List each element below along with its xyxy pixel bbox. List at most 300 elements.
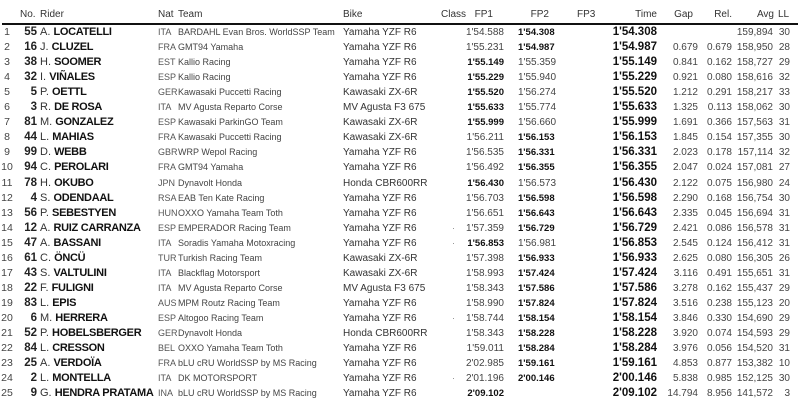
lap-marker: · bbox=[452, 222, 455, 233]
rider-number: 6 bbox=[30, 311, 37, 324]
nationality: BEL bbox=[158, 343, 176, 354]
fp2-time: 1'57.824 bbox=[518, 297, 555, 309]
table-row bbox=[0, 130, 800, 145]
lap-marker: · bbox=[452, 373, 455, 384]
team: EAB Ten Kate Racing bbox=[178, 192, 265, 203]
team: Kallio Racing bbox=[178, 57, 231, 68]
rider-initial: M. bbox=[40, 311, 53, 324]
position: 21 bbox=[1, 327, 13, 339]
relative-gap: 0.366 bbox=[706, 117, 732, 129]
fp2-time: 1'54.987 bbox=[518, 42, 555, 54]
rider-surname: LOCATELLI bbox=[53, 26, 112, 38]
fp2-time: 1'56.355 bbox=[518, 162, 555, 174]
rider-name bbox=[40, 296, 76, 311]
position: 15 bbox=[1, 236, 13, 249]
rider-initial: A. bbox=[40, 26, 51, 38]
nationality: RSA bbox=[158, 192, 177, 203]
position: 12 bbox=[1, 191, 13, 204]
gap: 2.545 bbox=[672, 237, 698, 249]
table-row bbox=[0, 221, 800, 236]
rider-name bbox=[40, 70, 95, 85]
rider-name bbox=[40, 341, 105, 356]
table-row bbox=[0, 85, 800, 100]
bike: Yamaha YZF R6 bbox=[343, 192, 417, 204]
rider-surname: WEBB bbox=[54, 146, 87, 159]
rider-surname: DE ROSA bbox=[54, 101, 103, 114]
average-speed: 157,355 bbox=[736, 132, 773, 144]
relative-gap: 0.080 bbox=[706, 72, 732, 84]
laps: 29 bbox=[778, 328, 790, 339]
rider-number: 52 bbox=[24, 327, 37, 339]
position: 25 bbox=[1, 387, 13, 400]
average-speed: 158,727 bbox=[736, 57, 773, 69]
average-speed: 154,593 bbox=[736, 328, 773, 339]
best-time: 2'00.146 bbox=[612, 372, 657, 385]
rider-number: 99 bbox=[24, 146, 37, 159]
position: 17 bbox=[1, 266, 13, 279]
gap: 2.290 bbox=[672, 192, 698, 204]
rider-surname: ÖNCÜ bbox=[54, 251, 86, 264]
rider-name bbox=[40, 371, 111, 386]
rider-name bbox=[40, 130, 94, 145]
fp2-time: 1'54.308 bbox=[518, 27, 555, 38]
fp1-time: 1'56.853 bbox=[467, 237, 504, 249]
bike: Yamaha YZF R6 bbox=[343, 297, 417, 309]
laps: 27 bbox=[778, 162, 790, 174]
fp1-time: 2'09.102 bbox=[467, 388, 504, 400]
best-time: 1'58.228 bbox=[612, 327, 657, 339]
rider-initial: F. bbox=[40, 281, 49, 294]
fp2-time: 1'57.586 bbox=[518, 282, 555, 294]
best-time: 1'57.824 bbox=[612, 296, 657, 309]
rider-surname: VALTULINI bbox=[53, 266, 107, 279]
laps: 32 bbox=[778, 72, 790, 84]
laps: 20 bbox=[778, 297, 790, 309]
laps: 31 bbox=[778, 267, 790, 279]
rider-number: 4 bbox=[30, 191, 37, 204]
rider-surname: HERRERA bbox=[55, 311, 108, 324]
fp1-time: 1'55.149 bbox=[467, 57, 504, 69]
rider-name bbox=[40, 100, 102, 115]
rider-number: 61 bbox=[24, 251, 37, 264]
best-time: 1'55.520 bbox=[612, 86, 657, 99]
gap: 2.335 bbox=[672, 207, 698, 219]
rider-number: 12 bbox=[24, 221, 37, 234]
rider-number: 9 bbox=[30, 387, 37, 400]
relative-gap: 0.162 bbox=[706, 57, 732, 69]
rider-initial: H. bbox=[40, 56, 51, 69]
average-speed: 156,694 bbox=[736, 207, 773, 219]
fp2-time: 1'58.228 bbox=[518, 328, 555, 339]
header-rel: Rel. bbox=[714, 9, 732, 20]
average-speed: 157,563 bbox=[736, 117, 773, 129]
rider-name bbox=[40, 25, 112, 40]
nationality: ESP bbox=[158, 72, 177, 83]
nationality: ITA bbox=[158, 267, 172, 278]
rider-number: 94 bbox=[24, 161, 37, 174]
best-time: 1'55.229 bbox=[612, 71, 657, 84]
bike: Kawasaki ZX-6R bbox=[343, 252, 418, 264]
rider-surname: MONTELLA bbox=[52, 372, 111, 385]
nationality: EST bbox=[158, 57, 176, 68]
gap: 3.116 bbox=[673, 267, 698, 279]
table-row bbox=[0, 266, 800, 281]
fp1-time: 1'55.520 bbox=[467, 87, 504, 99]
table-row bbox=[0, 145, 800, 160]
bike: MV Agusta F3 675 bbox=[343, 102, 426, 114]
table-row bbox=[0, 326, 800, 341]
position: 2 bbox=[4, 41, 10, 54]
fp2-time: 1'56.153 bbox=[518, 132, 555, 144]
fp2-time: 1'59.161 bbox=[518, 358, 555, 370]
rider-name bbox=[40, 160, 109, 175]
position: 19 bbox=[1, 296, 13, 309]
header-fp1: FP1 bbox=[474, 9, 493, 20]
team: OXXO Yamaha Team Toth bbox=[178, 343, 283, 354]
fp2-time: 1'57.424 bbox=[518, 267, 555, 279]
header-team: Team bbox=[178, 9, 203, 20]
rider-name bbox=[40, 145, 86, 160]
rider-number: 25 bbox=[24, 357, 37, 370]
nationality: GBR bbox=[158, 147, 178, 158]
table-row bbox=[0, 160, 800, 175]
nationality: GER bbox=[158, 328, 178, 338]
average-speed: 158,950 bbox=[736, 42, 773, 54]
gap: 14.794 bbox=[667, 388, 698, 400]
gap: 4.853 bbox=[672, 358, 698, 370]
rider-number: 32 bbox=[24, 71, 37, 84]
rider-initial: L. bbox=[40, 372, 50, 385]
gap: 1.325 bbox=[672, 102, 698, 114]
rider-name bbox=[40, 40, 93, 55]
team: MV Agusta Reparto Corse bbox=[178, 102, 283, 113]
relative-gap: 0.491 bbox=[706, 267, 732, 279]
position: 13 bbox=[1, 206, 13, 219]
table-row bbox=[0, 100, 800, 115]
best-time: 1'56.643 bbox=[612, 206, 657, 219]
rider-number: 43 bbox=[24, 266, 37, 279]
bike: Yamaha YZF R6 bbox=[343, 343, 417, 355]
rider-name bbox=[40, 236, 101, 251]
relative-gap: 0.075 bbox=[706, 177, 732, 189]
position: 24 bbox=[1, 372, 13, 385]
laps: 28 bbox=[778, 42, 790, 54]
table-row bbox=[0, 115, 800, 130]
relative-gap: 0.178 bbox=[706, 147, 732, 159]
rider-number: 47 bbox=[24, 236, 37, 249]
header-class: Class bbox=[441, 9, 467, 20]
position: 23 bbox=[1, 357, 13, 370]
team: WRP Wepol Racing bbox=[178, 147, 258, 158]
nationality: ESP bbox=[158, 222, 177, 233]
rider-name bbox=[40, 251, 85, 266]
rider-surname: GONZALEZ bbox=[55, 116, 114, 129]
best-time: 1'54.308 bbox=[612, 26, 657, 38]
rider-initial: H. bbox=[40, 176, 51, 189]
nationality: ITA bbox=[158, 237, 172, 248]
best-time: 1'58.154 bbox=[612, 311, 657, 324]
fp2-time: 1'56.660 bbox=[518, 117, 557, 129]
rider-surname: RUIZ CARRANZA bbox=[53, 221, 141, 234]
best-time: 1'56.430 bbox=[612, 176, 657, 189]
header-nat: Nat bbox=[158, 9, 174, 20]
nationality: INA bbox=[158, 388, 174, 399]
best-time: 1'55.633 bbox=[612, 101, 657, 114]
best-time: 1'56.331 bbox=[612, 146, 657, 159]
fp1-time: 1'56.430 bbox=[467, 177, 504, 189]
best-time: 1'54.987 bbox=[612, 41, 657, 54]
rider-surname: VIÑALES bbox=[49, 71, 95, 84]
rider-surname: VERDOÏA bbox=[53, 357, 102, 370]
bike: MV Agusta F3 675 bbox=[343, 282, 426, 294]
fp2-time: 1'56.274 bbox=[518, 87, 557, 99]
table-row bbox=[0, 371, 800, 386]
table-row bbox=[0, 70, 800, 85]
relative-gap: 0.074 bbox=[706, 328, 732, 339]
rider-initial: G. bbox=[40, 387, 52, 400]
average-speed: 158,062 bbox=[736, 102, 773, 114]
rider-name bbox=[40, 326, 141, 341]
nationality: HUN bbox=[158, 207, 178, 218]
gap: 1.845 bbox=[672, 132, 698, 144]
gap: 3.278 bbox=[672, 282, 698, 294]
rider-initial: P. bbox=[40, 327, 49, 339]
laps: 3 bbox=[784, 388, 790, 400]
bike: Yamaha YZF R6 bbox=[343, 207, 417, 219]
fp2-time: 1'56.729 bbox=[518, 222, 555, 234]
best-time: 1'56.598 bbox=[612, 191, 657, 204]
lap-marker: · bbox=[452, 312, 455, 323]
relative-gap: 8.956 bbox=[706, 388, 732, 400]
relative-gap: 0.080 bbox=[706, 252, 732, 264]
table-row bbox=[0, 356, 800, 371]
average-speed: 156,305 bbox=[736, 252, 773, 264]
gap: 1.212 bbox=[672, 87, 698, 99]
gap: 3.516 bbox=[672, 297, 698, 309]
rider-name bbox=[40, 266, 107, 281]
laps: 26 bbox=[778, 252, 790, 264]
nationality: JPN bbox=[158, 177, 176, 188]
rider-surname: SEBESTYEN bbox=[52, 206, 116, 219]
position: 1 bbox=[4, 26, 10, 38]
fp1-time: 1'55.231 bbox=[465, 42, 504, 54]
rider-initial: A. bbox=[40, 236, 51, 249]
position: 16 bbox=[1, 251, 13, 264]
rider-surname: HENDRA PRATAMA bbox=[54, 387, 154, 400]
relative-gap: 0.291 bbox=[706, 87, 732, 99]
rider-surname: OETTL bbox=[52, 86, 87, 99]
position: 10 bbox=[1, 161, 13, 174]
fp2-time: 1'56.598 bbox=[518, 192, 555, 204]
rider-name bbox=[40, 221, 141, 236]
nationality: ESP bbox=[158, 312, 177, 323]
position: 8 bbox=[4, 131, 10, 144]
average-speed: 154,690 bbox=[736, 312, 773, 324]
rider-surname: PEROLARI bbox=[54, 161, 109, 174]
laps: 30 bbox=[778, 132, 790, 144]
fp1-time: 1'58.744 bbox=[465, 312, 504, 324]
fp1-time: 1'58.993 bbox=[465, 267, 504, 279]
rider-name bbox=[40, 191, 113, 206]
laps: 31 bbox=[778, 343, 790, 355]
average-speed: 158,616 bbox=[736, 72, 773, 84]
rider-initial: S. bbox=[40, 266, 51, 279]
rider-number: 44 bbox=[24, 131, 37, 144]
rider-name bbox=[40, 176, 94, 191]
nationality: ITA bbox=[158, 373, 172, 384]
team: OXXO Yamaha Team Toth bbox=[178, 207, 283, 218]
table-row bbox=[0, 176, 800, 191]
table-row bbox=[0, 296, 800, 311]
table-header bbox=[0, 8, 800, 22]
rider-name bbox=[40, 206, 116, 221]
rider-number: 56 bbox=[24, 206, 37, 219]
lap-marker: · bbox=[452, 237, 455, 248]
relative-gap: 0.330 bbox=[706, 312, 732, 324]
laps: 30 bbox=[778, 27, 790, 38]
laps: 33 bbox=[778, 87, 790, 99]
bike: Yamaha YZF R6 bbox=[343, 373, 417, 385]
header-no: No. bbox=[20, 9, 36, 20]
position: 3 bbox=[4, 56, 10, 69]
rider-name bbox=[40, 281, 94, 296]
nationality: ESP bbox=[158, 117, 177, 128]
position: 4 bbox=[4, 71, 10, 84]
position: 11 bbox=[1, 176, 13, 189]
bike: Yamaha YZF R6 bbox=[343, 388, 417, 400]
best-time: 1'56.933 bbox=[612, 251, 657, 264]
bike: Yamaha YZF R6 bbox=[343, 72, 417, 84]
bike: Yamaha YZF R6 bbox=[343, 237, 417, 249]
bike: Yamaha YZF R6 bbox=[343, 358, 417, 370]
rider-initial: R. bbox=[40, 101, 51, 114]
bike: Kawasaki ZX-6R bbox=[343, 132, 418, 144]
nationality: GER bbox=[158, 87, 178, 98]
rider-initial: S. bbox=[40, 191, 51, 204]
laps: 30 bbox=[778, 192, 790, 204]
fp2-time: 1'56.643 bbox=[518, 207, 555, 219]
best-time: 1'55.149 bbox=[612, 56, 657, 69]
laps: 29 bbox=[778, 282, 790, 294]
laps: 29 bbox=[778, 57, 790, 69]
rider-number: 55 bbox=[24, 26, 37, 38]
average-speed: 152,125 bbox=[736, 373, 773, 385]
fp2-time: 1'56.981 bbox=[518, 237, 557, 249]
laps: 32 bbox=[778, 147, 790, 159]
laps: 31 bbox=[778, 222, 790, 234]
rider-surname: MAHIAS bbox=[52, 131, 94, 144]
fp2-time: 1'55.774 bbox=[518, 102, 557, 114]
fp2-time: 1'55.359 bbox=[518, 57, 557, 69]
rider-initial: J. bbox=[40, 41, 49, 54]
laps: 30 bbox=[778, 102, 790, 114]
rider-name bbox=[40, 55, 101, 70]
fp1-time: 1'55.999 bbox=[467, 117, 504, 129]
fp2-time: 1'58.284 bbox=[518, 343, 555, 355]
rider-surname: BASSANI bbox=[53, 236, 101, 249]
nationality: AUS bbox=[158, 297, 177, 308]
fp2-time: 1'56.933 bbox=[518, 252, 555, 264]
rider-name bbox=[40, 386, 154, 401]
nationality: ITA bbox=[158, 102, 172, 113]
relative-gap: 0.124 bbox=[706, 237, 732, 249]
team: bLU cRU WorldSSP by MS Racing bbox=[178, 388, 317, 399]
bike: Yamaha YZF R6 bbox=[343, 222, 417, 234]
rider-number: 3 bbox=[30, 101, 37, 114]
fp2-time: 1'58.154 bbox=[518, 312, 555, 324]
bike: Kawasaki ZX-6R bbox=[343, 87, 418, 99]
average-speed: 157,081 bbox=[736, 162, 773, 174]
table-row bbox=[0, 25, 800, 40]
laps: 31 bbox=[778, 117, 790, 129]
fp1-time: 1'58.990 bbox=[465, 297, 504, 309]
header-fp2: FP2 bbox=[530, 9, 549, 20]
relative-gap: 0.056 bbox=[706, 343, 732, 355]
header-gap: Gap bbox=[674, 9, 693, 20]
team: EMPERADOR Racing Team bbox=[178, 222, 291, 233]
fp1-time: 1'56.492 bbox=[465, 162, 504, 174]
team: Dynavolt Honda bbox=[178, 328, 243, 338]
best-time: 1'56.853 bbox=[612, 236, 657, 249]
rider-surname: EPIS bbox=[52, 296, 77, 309]
team: Soradis Yamaha Motoxracing bbox=[178, 237, 296, 248]
position: 18 bbox=[1, 281, 13, 294]
gap: 3.920 bbox=[672, 328, 698, 339]
relative-gap: 0.168 bbox=[706, 192, 732, 204]
fp1-time: 1'59.011 bbox=[466, 343, 504, 355]
team: BARDAHL Evan Bros. WorldSSP Team bbox=[178, 27, 335, 37]
fp1-time: 1'57.398 bbox=[465, 252, 504, 264]
average-speed: 155,123 bbox=[736, 297, 773, 309]
team: GMT94 Yamaha bbox=[178, 162, 244, 173]
nationality: ITA bbox=[158, 282, 172, 293]
gap: 2.421 bbox=[672, 222, 698, 234]
laps: 29 bbox=[778, 312, 790, 324]
rider-number: 84 bbox=[24, 342, 37, 355]
laps: 30 bbox=[778, 373, 790, 385]
relative-gap: 0.238 bbox=[706, 297, 732, 309]
relative-gap: 0.985 bbox=[706, 373, 732, 385]
fp1-time: 1'56.703 bbox=[465, 192, 504, 204]
table-row bbox=[0, 206, 800, 221]
rider-number: 81 bbox=[24, 116, 37, 129]
rider-initial: P. bbox=[40, 206, 49, 219]
nationality: ITA bbox=[158, 27, 172, 37]
average-speed: 159,894 bbox=[736, 27, 773, 38]
fp1-time: 1'58.343 bbox=[465, 282, 504, 294]
position: 20 bbox=[1, 311, 13, 324]
rider-name bbox=[40, 85, 87, 100]
best-time: 1'56.729 bbox=[612, 221, 657, 234]
gap: 0.841 bbox=[672, 57, 698, 69]
rider-number: 78 bbox=[24, 176, 37, 189]
relative-gap: 0.086 bbox=[706, 222, 732, 234]
average-speed: 153,382 bbox=[736, 358, 773, 370]
fp1-time: 1'55.229 bbox=[467, 72, 504, 84]
team: Kawasaki Puccetti Racing bbox=[178, 132, 282, 143]
gap: 1.691 bbox=[672, 117, 698, 129]
bike: Yamaha YZF R6 bbox=[343, 42, 417, 54]
rider-initial: M. bbox=[40, 116, 53, 129]
team: Blackflag Motorsport bbox=[178, 267, 261, 278]
position: 14 bbox=[1, 221, 13, 234]
gap: 2.122 bbox=[672, 177, 698, 189]
bike: Yamaha YZF R6 bbox=[343, 312, 417, 324]
position: 22 bbox=[1, 342, 13, 355]
fp1-time: 2'01.196 bbox=[465, 373, 504, 385]
relative-gap: 0.024 bbox=[706, 162, 732, 174]
fp2-time: 1'55.940 bbox=[518, 72, 557, 84]
